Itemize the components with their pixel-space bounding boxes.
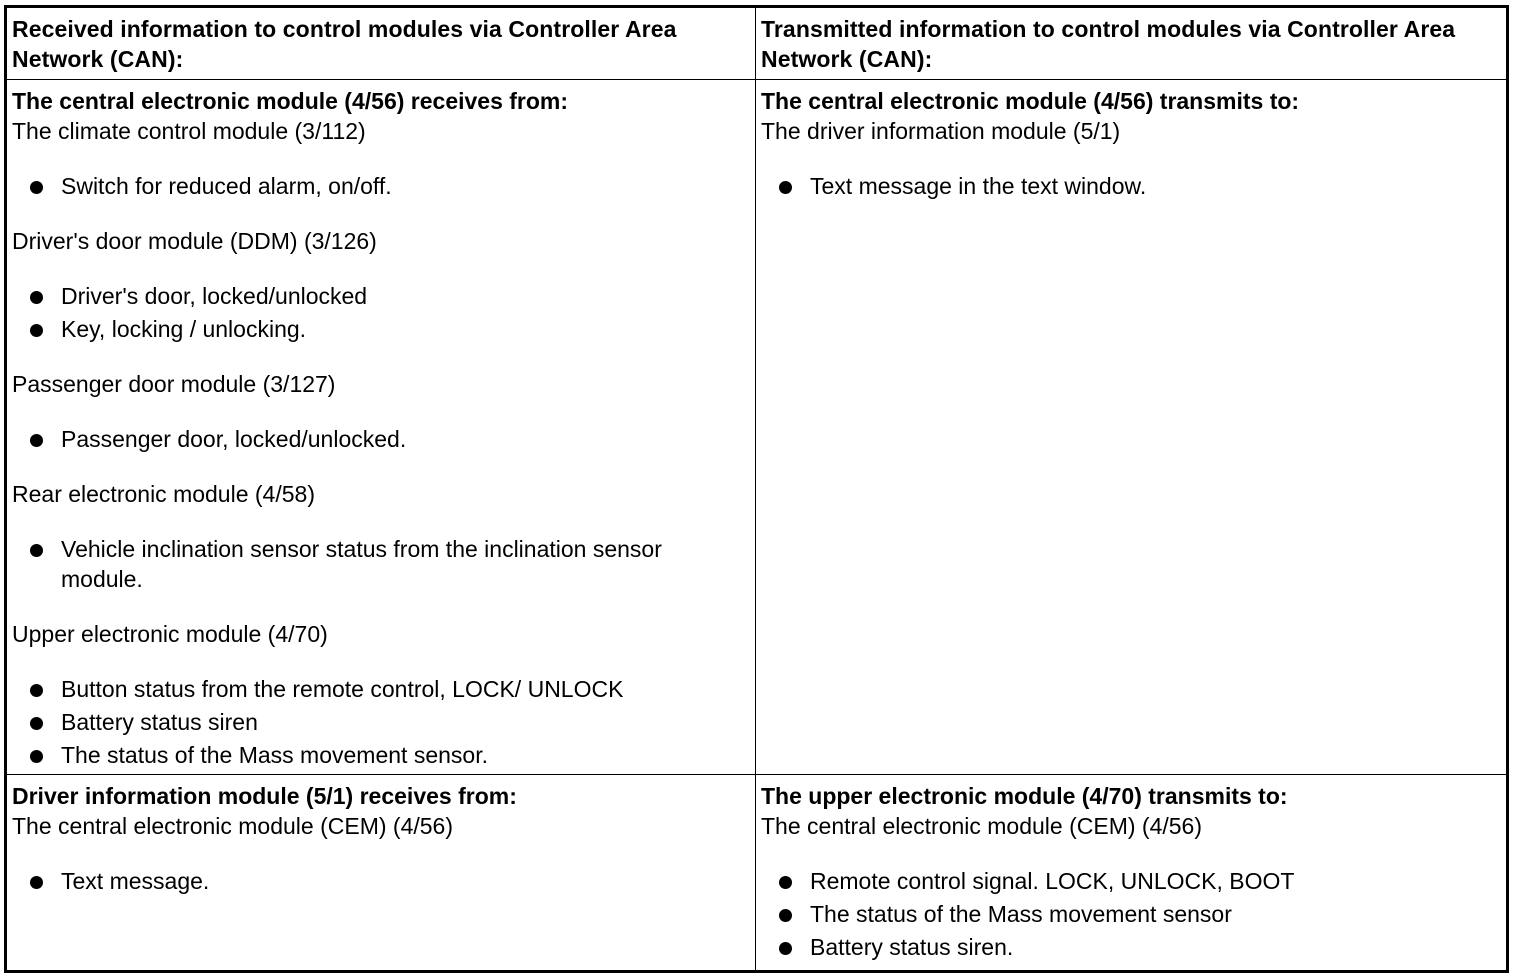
cem-receives-cell (7, 86, 755, 773)
bullet-icon (30, 181, 43, 194)
can-info-table (4, 5, 1509, 973)
source-module: Upper electronic module (4/70) (12, 621, 328, 647)
bullet-icon (30, 434, 43, 447)
list-item: Passenger door, locked/unlocked. (12, 424, 747, 454)
source-module: The central electronic module (CEM) (4/56) (12, 813, 453, 839)
list-item: Text message. (12, 866, 747, 896)
dim-receives-cell (7, 781, 755, 899)
source-module: Driver's door module (DDM) (3/126) (12, 228, 377, 254)
cell-title: Driver information module (5/1) receives from: (12, 783, 517, 809)
list-item: Switch for reduced alarm, on/off. (12, 171, 747, 201)
list-item: Battery status siren. (761, 932, 1498, 962)
bullet-icon (30, 750, 43, 763)
source-module: The driver information module (5/1) (761, 118, 1121, 144)
source-module: Rear electronic module (4/58) (12, 481, 315, 507)
list-item: Vehicle inclination sensor status from the inclination sensor module. (12, 534, 747, 594)
bullet-icon (779, 942, 792, 955)
list-item: Remote control signal. LOCK, UNLOCK, BOOT (761, 866, 1498, 896)
cell-title: The upper electronic module (4/70) transmits to: (761, 783, 1288, 809)
list-item: Button status from the remote control, LOCK/ UNLOCK (12, 674, 747, 704)
cem-transmits-cell (756, 86, 1506, 204)
item-list (12, 424, 747, 454)
item-list (761, 171, 1498, 201)
list-item: The status of the Mass movement sensor. (12, 740, 747, 770)
bullet-icon (30, 324, 43, 337)
item-list (761, 866, 1498, 962)
bullet-icon (30, 291, 43, 304)
header-received: Received information to control modules via Controller Area Network (CAN): (12, 16, 677, 72)
bullet-icon (30, 684, 43, 697)
bullet-icon (30, 717, 43, 730)
item-list (12, 534, 747, 594)
list-item: Text message in the text window. (761, 171, 1498, 201)
list-item: Driver's door, locked/unlocked (12, 281, 747, 311)
bullet-icon (779, 909, 792, 922)
row-divider (7, 774, 1506, 775)
bullet-icon (30, 876, 43, 889)
item-list (12, 171, 747, 201)
uem-transmits-cell (756, 781, 1506, 965)
bullet-icon (779, 876, 792, 889)
bullet-icon (779, 181, 792, 194)
header-transmitted: Transmitted information to control modules via Controller Area Network (CAN): (761, 16, 1456, 72)
list-item: Key, locking / unlocking. (12, 314, 747, 344)
source-module: Passenger door module (3/127) (12, 371, 336, 397)
source-module: The climate control module (3/112) (12, 118, 366, 144)
item-list (12, 281, 747, 344)
list-item: Battery status siren (12, 707, 747, 737)
cell-title: The central electronic module (4/56) receives from: (12, 88, 569, 114)
item-list (12, 866, 747, 896)
item-list (12, 674, 747, 770)
source-module: The central electronic module (CEM) (4/56) (761, 813, 1202, 839)
bullet-icon (30, 544, 43, 557)
header-divider (7, 79, 1506, 80)
cell-title: The central electronic module (4/56) transmits to: (761, 88, 1300, 114)
list-item: The status of the Mass movement sensor (761, 899, 1498, 929)
